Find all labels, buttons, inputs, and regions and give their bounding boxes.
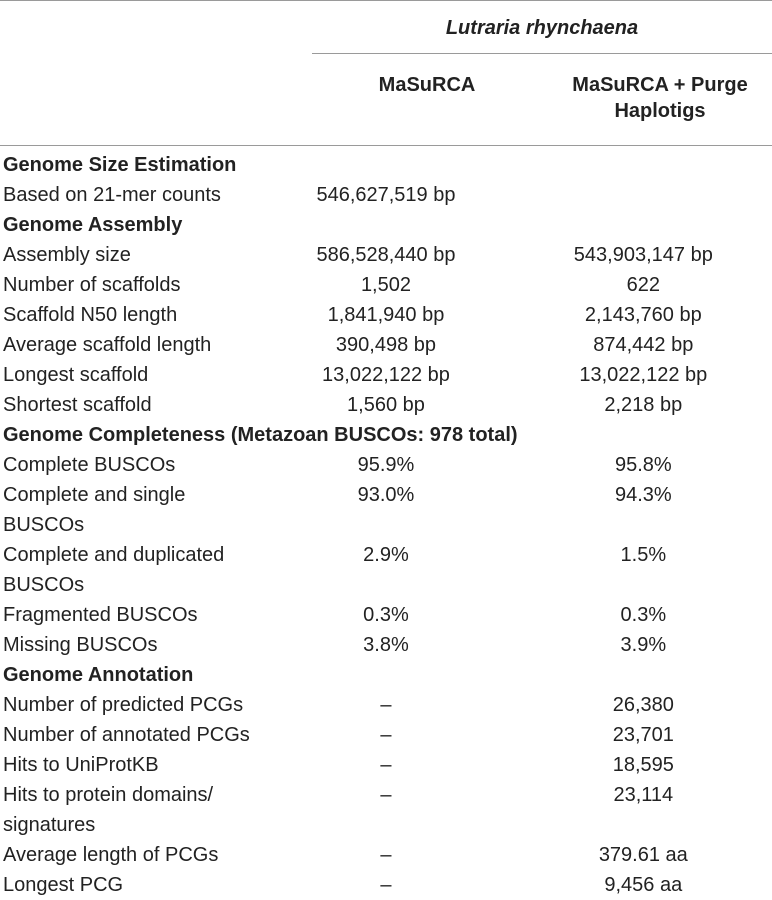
masurca-value: 95.9% [357, 454, 415, 476]
masurca-value: – [380, 784, 392, 806]
purge-haplotigs-value: 543,903,147 bp [573, 244, 713, 266]
table-row [0, 870, 772, 900]
purge-haplotigs-value: 874,442 bp [593, 334, 694, 356]
row-label [0, 690, 257, 720]
row-label [0, 300, 257, 330]
row-label-text: Complete and duplicated [3, 544, 225, 566]
column-header-line1: MaSuRCA + Purge [572, 74, 748, 96]
table-row [0, 360, 772, 390]
masurca-value: – [380, 844, 392, 866]
masurca-value: – [380, 874, 392, 896]
row-label [0, 750, 257, 780]
masurca-value: 2.9% [363, 544, 409, 566]
masurca-value: – [380, 694, 392, 716]
row-label-text: Number of predicted PCGs [3, 694, 244, 716]
masurca-value: 0.3% [363, 604, 409, 626]
row-label-text: Longest scaffold [3, 364, 149, 386]
masurca-value: – [380, 724, 392, 746]
row-label-text: Hits to protein domains/ [3, 784, 214, 806]
purge-haplotigs-value: 18,595 [612, 754, 674, 776]
table-row [0, 780, 772, 840]
section-header-row [0, 660, 772, 690]
masurca-value: 93.0% [357, 484, 415, 506]
section-header-row [0, 150, 772, 180]
purge-haplotigs-value: 0.3% [620, 604, 667, 626]
section-title: Genome Assembly [3, 214, 183, 236]
masurca-value: 1,502 [360, 274, 411, 296]
table-body [0, 150, 772, 900]
row-label [0, 240, 257, 270]
purge-haplotigs-value: 13,022,122 bp [579, 364, 708, 386]
table-row [0, 270, 772, 300]
row-label-text: Complete BUSCOs [3, 454, 176, 476]
purge-haplotigs-value: 3.9% [620, 634, 667, 656]
table-row [0, 720, 772, 750]
table-row [0, 300, 772, 330]
masurca-value: 1,560 bp [347, 394, 425, 416]
masurca-value: 3.8% [363, 634, 409, 656]
top-rule [0, 0, 772, 1]
purge-haplotigs-value [515, 180, 772, 210]
table-row [0, 750, 772, 780]
table-row [0, 180, 772, 210]
header-rule [0, 145, 772, 146]
row-label [0, 600, 257, 630]
purge-haplotigs-value: 23,701 [612, 724, 674, 746]
row-label-text: Missing BUSCOs [3, 634, 158, 656]
row-label [0, 630, 257, 660]
row-label-text: Hits to UniProtKB [3, 754, 159, 776]
row-label-text: Scaffold N50 length [3, 304, 178, 326]
column-header-line2: Haplotigs [614, 100, 706, 122]
row-label-text-continued: BUSCOs [3, 574, 85, 596]
row-label-text: Longest PCG [3, 874, 124, 896]
data-table [0, 150, 772, 900]
species-underline [312, 53, 772, 54]
table-row [0, 840, 772, 870]
row-label [0, 780, 257, 840]
purge-haplotigs-value: 1.5% [620, 544, 667, 566]
table-row [0, 450, 772, 480]
row-label-text: Complete and single BUSCOs [3, 484, 186, 536]
row-label [0, 870, 257, 900]
purge-haplotigs-value: 622 [626, 274, 660, 296]
row-label [0, 540, 257, 600]
row-label [0, 360, 257, 390]
row-label-text-continued: signatures [3, 814, 96, 836]
row-label-text: Based on 21-mer counts [3, 184, 221, 206]
table-row [0, 330, 772, 360]
row-label-text: Average scaffold length [3, 334, 212, 356]
row-label-text: Number of scaffolds [3, 274, 181, 296]
table-row [0, 540, 772, 600]
row-label [0, 720, 257, 750]
masurca-value: 546,627,519 bp [316, 184, 456, 206]
masurca-value: 390,498 bp [335, 334, 437, 356]
masurca-value: 586,528,440 bp [316, 244, 456, 266]
row-label [0, 270, 257, 300]
purge-haplotigs-value: 2,143,760 bp [584, 304, 702, 326]
table-row [0, 240, 772, 270]
row-label [0, 330, 257, 360]
purge-haplotigs-value: 26,380 [612, 694, 674, 716]
table-row [0, 630, 772, 660]
table-row [0, 600, 772, 630]
row-label-text: Assembly size [3, 244, 131, 266]
column-header-masurca: MaSuRCA [378, 74, 476, 96]
purge-haplotigs-value: 9,456 aa [604, 874, 683, 896]
purge-haplotigs-value: 95.8% [614, 454, 672, 476]
purge-haplotigs-value: 23,114 [613, 784, 674, 806]
masurca-value: 13,022,122 bp [322, 364, 450, 386]
section-title: Genome Annotation [3, 664, 194, 686]
row-label [0, 840, 257, 870]
table-row [0, 480, 772, 540]
table-row [0, 690, 772, 720]
purge-haplotigs-value: 94.3% [614, 484, 672, 506]
table-row [0, 390, 772, 420]
column-header-purge-haplotigs [548, 72, 772, 124]
row-label [0, 390, 257, 420]
row-label [0, 180, 257, 210]
row-label-text: Shortest scaffold [3, 394, 152, 416]
section-title: Genome Size Estimation [3, 154, 237, 176]
section-header-row [0, 420, 772, 450]
row-label-text: Average length of PCGs [3, 844, 219, 866]
row-label [0, 480, 257, 540]
section-header-row [0, 210, 772, 240]
row-label-text: Fragmented BUSCOs [3, 604, 198, 626]
section-title: Genome Completeness (Metazoan BUSCOs: 978 total) [3, 424, 518, 446]
row-label-text: Number of annotated PCGs [3, 724, 250, 746]
species-heading: Lutraria rhynchaena [445, 17, 639, 39]
purge-haplotigs-value: 2,218 bp [604, 394, 683, 416]
masurca-value: – [380, 754, 392, 776]
purge-haplotigs-value: 379.61 aa [598, 844, 688, 866]
row-label [0, 450, 257, 480]
masurca-value: 1,841,940 bp [327, 304, 445, 326]
